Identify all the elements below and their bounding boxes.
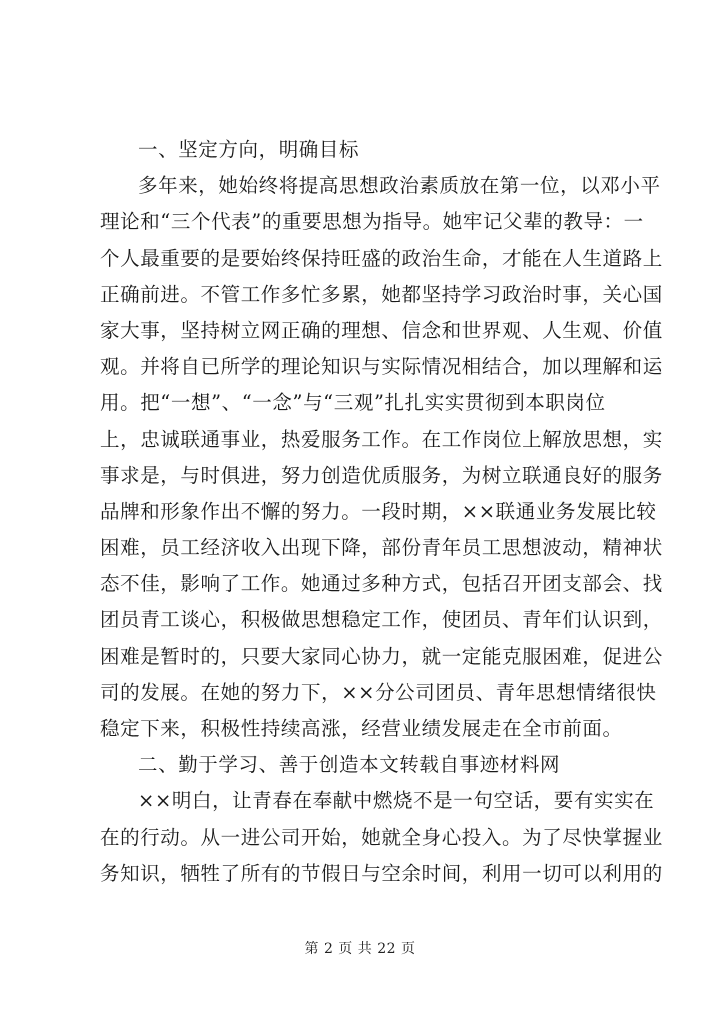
paragraph-line: 正确前进。不管工作多忙多累，她都坚持学习政治时事，关心国 [100, 282, 663, 306]
paragraph-line: 困难是暂时的，只要大家同心协力，就一定能克服困难，促进公 [100, 644, 663, 668]
paragraph-line: 家大事，坚持树立网正确的理想、信念和世界观、人生观、价值 [100, 318, 663, 342]
heading-section-1: 一、坚定方向，明确目标 [138, 138, 360, 161]
paragraph-line: 司的发展。在她的努力下，××分公司团员、青年思想情绪很快 [100, 680, 657, 704]
paragraph-line: 上，忠诚联通事业，热爱服务工作。在工作岗位上解放思想，实 [100, 427, 663, 451]
paragraph-line: 个人最重要的是要始终保持旺盛的政治生命，才能在人生道路上 [100, 246, 663, 270]
paragraph-line: 品牌和形象作出不懈的努力。一段时期，××联通业务发展比较 [100, 499, 657, 523]
page-number-footer: 第 2 页 共 22 页 [304, 941, 416, 957]
document-body [100, 132, 663, 892]
paragraph-line: 困难，员工经济收入出现下降，部份青年员工思想波动，精神状 [100, 536, 663, 560]
paragraph-line: 态不佳，影响了工作。她通过多种方式，包括召开团支部会、找 [100, 572, 663, 596]
paragraph-line: 事求是，与时俱进，努力创造优质服务，为树立联通良好的服务 [100, 463, 663, 487]
paragraph-line: 理论和“三个代表”的重要思想为指导。她牢记父辈的教导：一 [100, 210, 644, 234]
paragraph-line: 用。把“一想”、“一念”与“三观”扎扎实实贯彻到本职岗位 [100, 391, 606, 415]
paragraph-line: 多年来，她始终将提高思想政治素质放在第一位，以邓小平 [138, 174, 661, 198]
paragraph-line: 稳定下来，积极性持续高涨，经营业绩发展走在全市前面。 [100, 717, 623, 740]
paragraph-line: ××明白，让青春在奉献中燃烧不是一句空话，要有实实在 [138, 789, 655, 813]
heading-section-2: 二、勤于学习、善于创造本文转载自事迹材料网 [138, 753, 561, 777]
paragraph-line: 观。并将自已所学的理论知识与实际情况相结合，加以理解和运 [100, 355, 663, 379]
paragraph-line: 务知识，牺牲了所有的节假日与空余时间，利用一切可以利用的 [100, 861, 663, 885]
paragraph-line: 在的行动。从一进公司开始，她就全身心投入。为了尽快掌握业 [100, 825, 663, 849]
paragraph-line: 团员青工谈心，积极做思想稳定工作，使团员、青年们认识到， [100, 608, 663, 632]
